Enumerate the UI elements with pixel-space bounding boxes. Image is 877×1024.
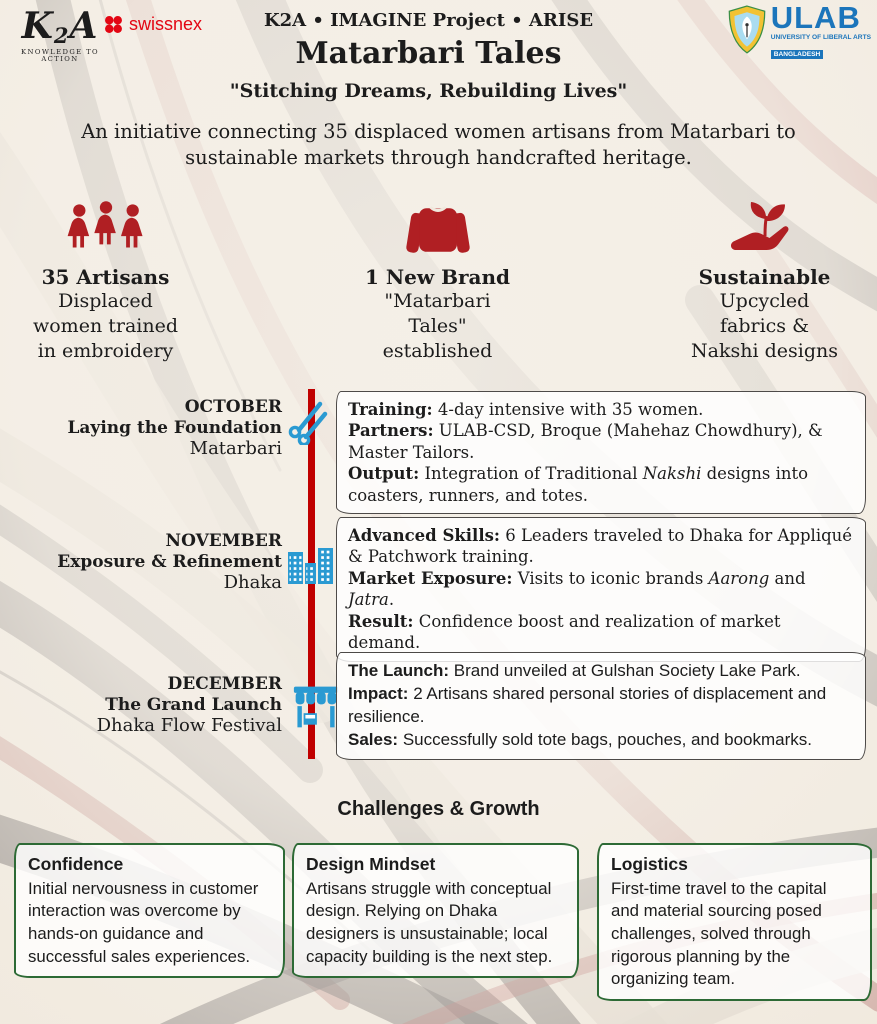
detail-label: Advanced Skills: [348,526,500,545]
timeline-detail-box-november [336,517,866,662]
page-title: Matarbari Tales [295,36,562,71]
sweater-icon [350,196,525,258]
stat-line: "Matarbari [384,290,491,312]
timeline-location: Dhaka [223,572,282,594]
detail-line [348,399,854,420]
stat-title: Sustainable [698,265,831,289]
timeline-location: Matarbari [189,438,282,460]
detail-line [348,420,854,463]
timeline-entry-title: Laying the Foundation [67,417,282,438]
challenge-text: Artisans struggle with conceptual design. Relying on Dhaka designers is unsustainable; local capacity building is the next step. [306,878,553,966]
detail-label: Output: [348,464,420,484]
detail-line [348,729,854,752]
detail-label: Impact: [348,683,409,703]
detail-text: Brand unveiled at Gulshan Society Lake Park. [449,661,801,680]
ulab-country: BANGLADESH [771,50,824,59]
header-titles [120,10,737,102]
challenge-title: Design Mindset [306,854,436,874]
detail-label: Partners: [348,421,434,441]
tagline: "Stitching Dreams, Rebuilding Lives" [229,80,628,102]
detail-line [348,525,854,568]
detail-line [348,660,854,683]
timeline-label-november [0,531,282,594]
detail-text: ULAB-CSD, Broque (Mahehaz Chowdhury), & Master Tailors. [348,421,823,462]
challenge-box-logistics [597,843,872,1001]
detail-text: Integration of Traditional [419,464,643,484]
stat-line: established [382,340,493,363]
stat-title: 1 New Brand [365,265,510,289]
detail-text-italic: Nakshi [642,464,702,484]
detail-text: Visits to iconic brands [512,568,709,588]
market-stall-icon [293,684,339,734]
timeline-detail-box-october [336,391,866,514]
timeline-entry-title: The Grand Launch [105,694,282,715]
detail-label: The Launch: [348,661,450,680]
stat-sustainable [672,196,857,364]
stat-title: 35 Artisans [41,265,170,289]
challenges-heading: Challenges & Growth [337,798,540,820]
timeline-month: NOVEMBER [165,531,282,551]
detail-line [348,683,854,729]
stat-line: Upcycled [719,290,810,312]
k2a-logo-text: K2A [21,5,99,48]
ulab-wordmark: ULAB [770,0,861,35]
stat-line: women trained [32,315,178,338]
challenge-text: First-time travel to the capital and material sourcing posed challenges, solved through rigorous planning by the organizing team. [611,878,827,989]
challenge-text: Initial nervousness in customer interaction was overcome by hands-on guidance and successful sales experiences. [28,878,259,966]
k2a-logo [12,5,108,63]
challenge-title: Logistics [611,854,688,874]
ulab-logo-text [770,0,871,60]
detail-text: . [388,590,395,610]
women-group-icon [18,196,193,258]
detail-line [348,463,854,506]
ulab-logo [726,0,871,60]
detail-label: Result: [348,611,414,631]
detail-text: and [769,568,806,588]
stat-line: Tales" [408,315,467,338]
detail-text-italic: Jatra [348,590,389,610]
stat-artisans [18,196,193,364]
detail-text: Successfully sold tote bags, pouches, and bookmarks. [398,729,812,749]
stat-line: in embroidery [37,340,174,363]
detail-label: Training: [348,400,433,419]
timeline-label-december [0,674,282,737]
detail-line [348,611,854,654]
ulab-fullname: UNIVERSITY OF LIBERAL ARTS [770,34,871,42]
detail-text: 2 Artisans shared personal stories of displacement and resilience. [348,683,827,726]
timeline-location: Dhaka Flow Festival [96,715,282,737]
ulab-shield-icon [726,5,768,55]
stat-line: fabrics & [719,315,810,338]
k2a-logo-subtext: KNOWLEDGE TO ACTION [21,48,99,63]
challenge-title: Confidence [28,854,124,874]
intro-text: An initiative connecting 35 displaced women artisans from Matarbari to sustainable markets through handcrafted heritage. [81,120,796,169]
detail-text: 6 Leaders traveled to Dhaka for Appliqué & Patchwork training. [348,526,853,567]
timeline-month: OCTOBER [184,397,282,417]
swissnex-label: swissnex [129,14,203,34]
detail-text: designs into coasters, runners, and totes. [348,464,809,505]
timeline-month: DECEMBER [167,674,282,694]
timeline-detail-box-december [336,652,866,760]
challenge-box-confidence [14,843,285,978]
detail-text-italic: Aarong [708,568,770,588]
plant-in-hand-icon [672,196,857,258]
timeline-entry-title: Exposure & Refinement [57,551,282,572]
scissors-icon [288,401,328,449]
project-kicker: K2A • IMAGINE Project • ARISE [263,10,594,31]
timeline-label-october [0,397,282,460]
detail-line [348,568,854,611]
detail-text: Confidence boost and realization of market demand. [348,611,781,653]
stat-brand [350,196,525,364]
stat-line: Nakshi designs [691,340,838,363]
challenge-box-design-mindset [292,843,579,978]
detail-text: 4-day intensive with 35 women. [432,400,704,419]
buildings-icon [287,544,337,590]
stat-line: Displaced [58,290,153,312]
detail-label: Market Exposure: [348,568,513,588]
detail-label: Sales: [348,729,399,749]
